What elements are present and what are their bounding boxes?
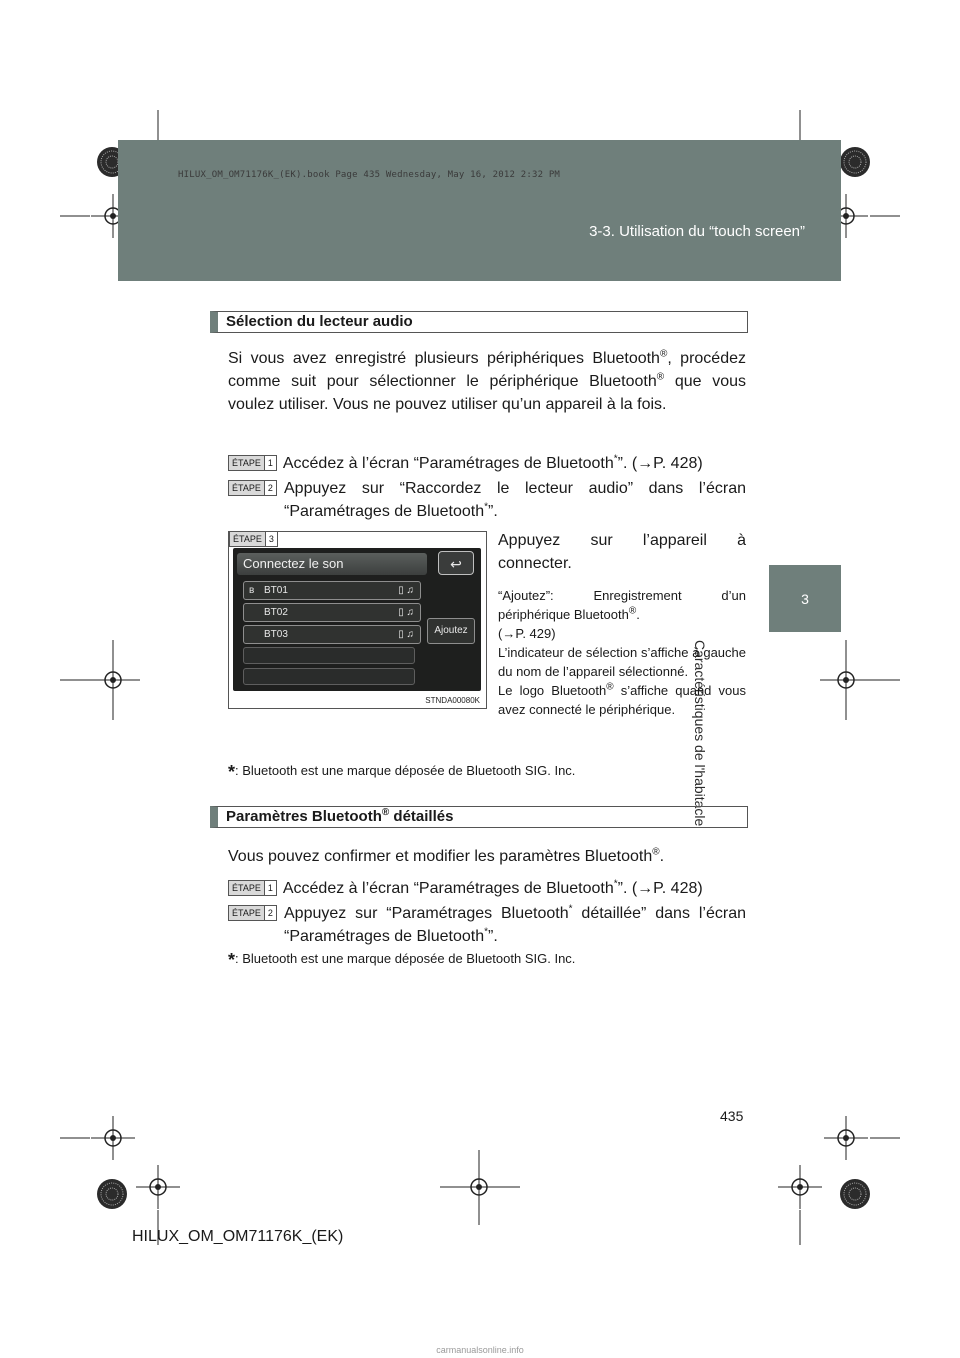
section1-intro — [228, 347, 746, 416]
heading-text: détaillés — [389, 808, 454, 825]
device-name: BT02 — [264, 607, 288, 618]
step-text: ”. — [488, 928, 498, 945]
reg-bottom-right — [778, 1116, 900, 1245]
device-row[interactable] — [243, 581, 421, 600]
registered-mark: ® — [659, 348, 668, 360]
step-number: 2 — [264, 481, 276, 495]
bluetooth-icon: ʙ — [249, 585, 255, 596]
back-button[interactable]: ↩ — [438, 551, 474, 575]
intro-text: Si vous avez enregistré plusieurs périphériques Bluetooth — [228, 350, 660, 367]
footnote-text: : Bluetooth est une marque déposée de Bluetooth SIG. Inc. — [235, 763, 576, 778]
section2-step2 — [228, 902, 746, 948]
section2-intro — [228, 845, 746, 868]
note-text: (→P. 429) — [498, 626, 556, 641]
intro-text: , procédez comme suit pour sélectionner le périphérique Bluetooth — [228, 350, 746, 390]
step-badge — [229, 531, 278, 547]
reg-mid-left — [60, 640, 140, 720]
note-text: “Ajoutez”: Enregistrement d’un périphérique Bluetooth — [498, 588, 746, 622]
chapter-number: 3 — [801, 590, 809, 607]
intro-text: Vous pouvez confirmer et modifier les paramètres Bluetooth — [228, 848, 653, 865]
step-number: 2 — [264, 906, 276, 920]
step-word: ÉTAPE — [232, 458, 261, 468]
phone-audio-icon: ▯ ♫ — [398, 585, 414, 596]
step-text: Accédez à l’écran “Paramétrages de Bluetooth — [282, 455, 614, 472]
asterisk-mark: * — [568, 903, 573, 915]
chapter-number-tab — [769, 565, 841, 632]
step-word: ÉTAPE — [232, 908, 261, 918]
book-info-line: HILUX_OM_OM71176K_(EK).book Page 435 Wednesday, May 16, 2012 2:32 PM — [178, 170, 561, 180]
registered-mark: ® — [606, 681, 614, 693]
asterisk-mark: * — [613, 878, 618, 890]
step-number: 1 — [264, 456, 276, 470]
device-name: BT03 — [264, 629, 288, 640]
asterisk-mark: * — [228, 950, 236, 970]
footnote-text: : Bluetooth est une marque déposée de Bluetooth SIG. Inc. — [235, 951, 576, 966]
asterisk-mark: * — [484, 501, 489, 513]
reg-bottom-center — [440, 1150, 520, 1225]
watermark: carmanualsonline.info — [436, 1345, 524, 1355]
step-word: ÉTAPE — [232, 883, 261, 893]
step-text: Appuyez sur “Paramétrages Bluetooth — [284, 905, 569, 922]
asterisk-mark: * — [613, 453, 618, 465]
note-text: L’indicateur de sélection s’affiche à gauche du nom de l’appareil sélectionné. — [498, 645, 746, 679]
step-text: ”. (→P. 428) — [617, 880, 703, 897]
step-word: ÉTAPE — [232, 483, 261, 493]
add-device-button[interactable]: Ajoutez — [427, 618, 475, 644]
asterisk-mark: * — [484, 926, 489, 938]
section2-footnote — [228, 950, 748, 971]
section1-step1 — [228, 452, 746, 475]
step-badge — [228, 455, 277, 471]
registered-mark: ® — [652, 846, 660, 858]
step-text: Accédez à l’écran “Paramétrages de Bluetooth — [282, 880, 614, 897]
figure-code: STNDA00080K — [425, 696, 480, 705]
chapter-title: Caractéristiques de l'habitacle — [691, 640, 708, 827]
section1-footnote — [228, 762, 748, 783]
step-number: 1 — [264, 881, 276, 895]
reg-bottom-left — [60, 1116, 180, 1245]
step-number: 3 — [265, 532, 277, 546]
section1-step2 — [228, 477, 746, 523]
screen-title: Connectez le son — [237, 553, 427, 575]
device-row[interactable] — [243, 625, 421, 644]
section-heading-bluetooth-settings — [210, 806, 748, 828]
heading-text: Paramètres Bluetooth — [226, 808, 382, 825]
step-badge — [228, 480, 277, 496]
touch-screen — [233, 548, 481, 691]
intro-text: . — [659, 848, 665, 865]
step-word: ÉTAPE — [233, 534, 262, 544]
screen-figure — [228, 531, 487, 709]
intro-text: que vous voulez utiliser. Vous ne pouvez utiliser qu’un appareil à la fois. — [228, 373, 746, 413]
reg-mid-right — [820, 640, 900, 720]
step-text: ”. — [488, 503, 498, 520]
step3-text: Appuyez sur l’appareil à connecter. — [498, 532, 746, 572]
registered-mark: ® — [381, 807, 390, 818]
note-text: s’affiche quand vous avez connecté le périphérique. — [498, 683, 746, 717]
section-heading-audio-player: Sélection du lecteur audio — [210, 311, 748, 333]
step3-notes — [498, 586, 746, 719]
phone-audio-icon: ▯ ♫ — [398, 607, 414, 618]
step-badge — [228, 905, 277, 921]
page-number: 435 — [720, 1108, 744, 1124]
registered-mark: ® — [628, 605, 637, 617]
empty-slot — [243, 668, 415, 685]
asterisk-mark: * — [228, 762, 236, 782]
step3-badge — [229, 531, 284, 549]
note-text: Le logo Bluetooth — [498, 683, 607, 698]
note-text: . — [636, 607, 640, 622]
phone-audio-icon: ▯ ♫ — [398, 629, 414, 640]
empty-slot — [243, 647, 415, 664]
step-text: ”. (→P. 428) — [617, 455, 703, 472]
document-code: HILUX_OM_OM71176K_(EK) — [132, 1228, 344, 1245]
step-badge — [228, 880, 277, 896]
device-row[interactable] — [243, 603, 421, 622]
section2-step1 — [228, 877, 746, 900]
chapter-title-vertical — [691, 640, 808, 840]
step-text: détaillée” dans l’écran “Paramétrages de Bluetooth — [284, 905, 746, 945]
device-name: BT01 — [264, 585, 288, 596]
section-title: 3-3. Utilisation du “touch screen” — [589, 223, 805, 240]
header-band — [118, 140, 841, 281]
step-text: Appuyez sur “Raccordez le lecteur audio” dans l’écran “Paramétrages de Bluetooth — [284, 480, 746, 520]
registered-mark: ® — [656, 371, 665, 383]
